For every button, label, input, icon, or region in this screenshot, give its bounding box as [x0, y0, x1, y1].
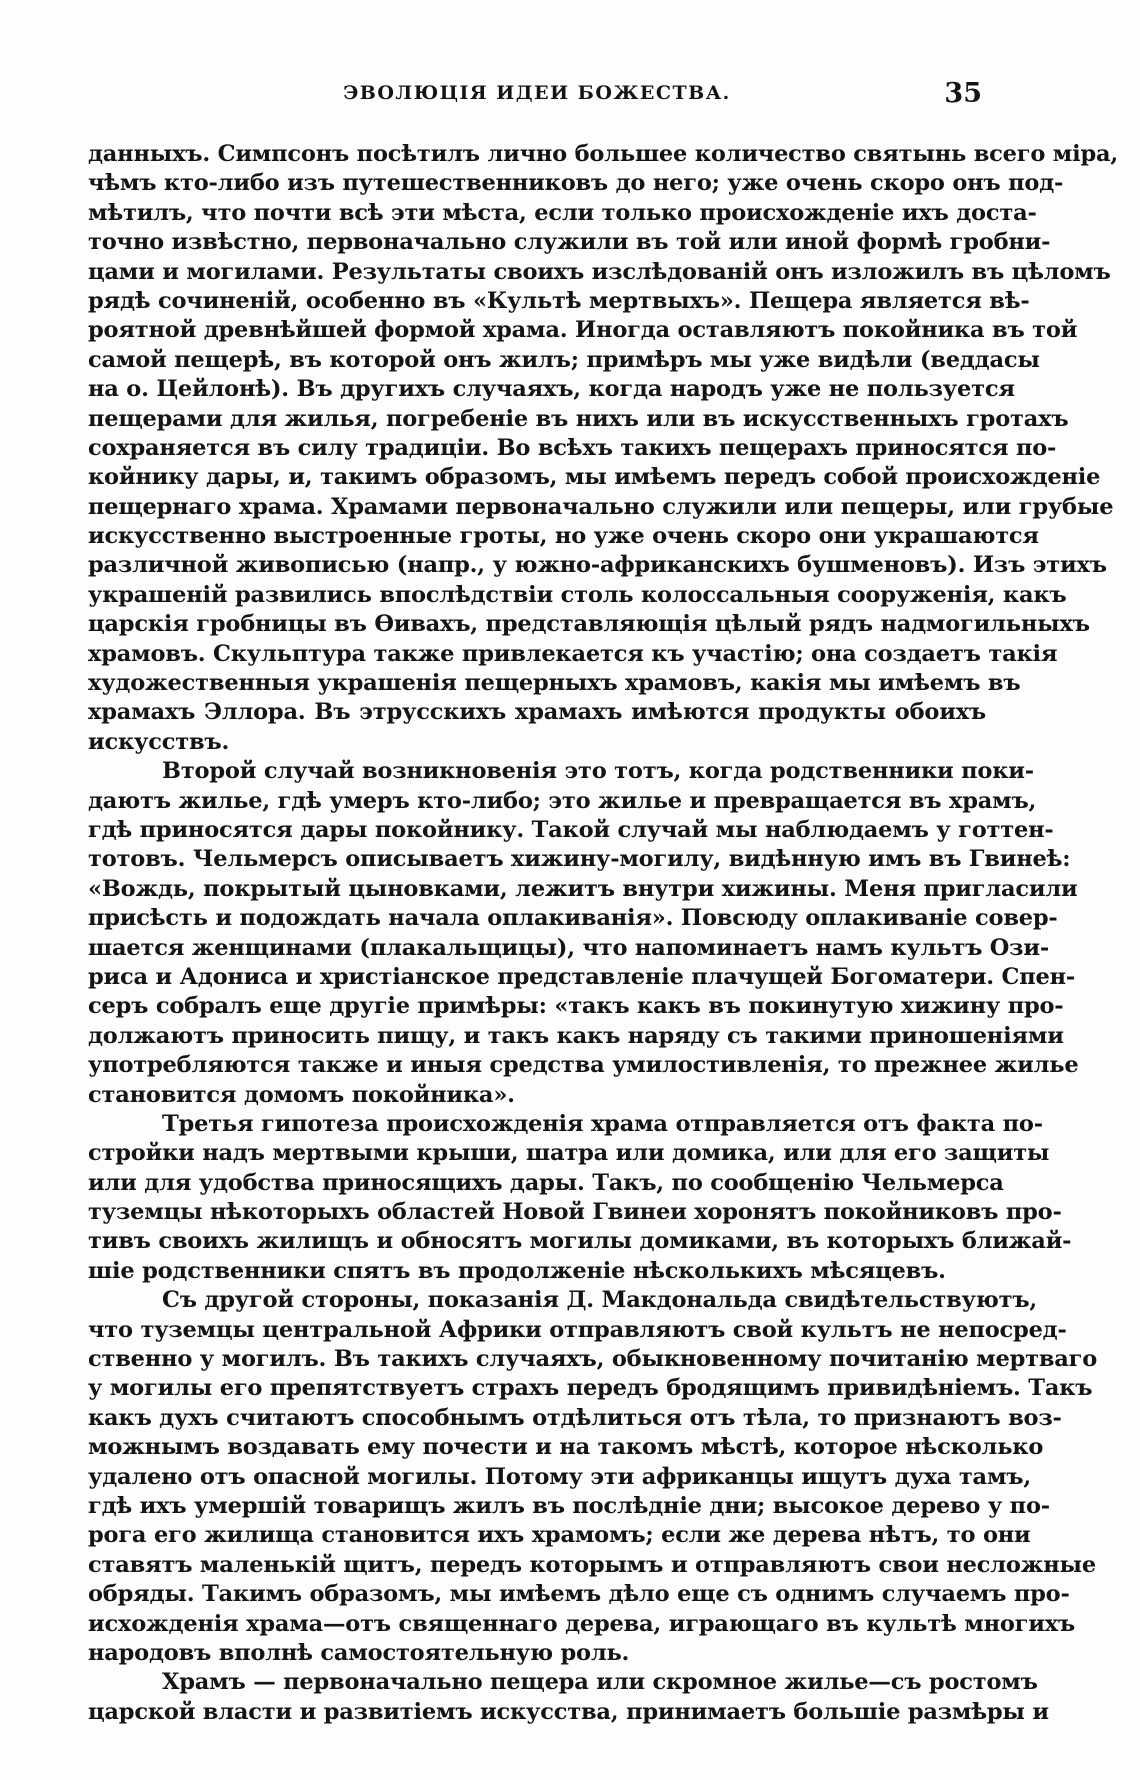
text-line: или для удобства приносящихъ дары. Такъ, по сообщенію Чельмерса	[88, 1169, 1004, 1196]
text-line: художественныя украшенія пещерныхъ храмовъ, какія мы имѣемъ въ	[88, 670, 1021, 697]
text-line: даютъ жилье, гдѣ умеръ кто-либо; это жилье и превращается въ храмъ,	[88, 787, 1037, 814]
text-line: употребляются также и иныя средства умилостивленія, то прежнее жилье	[88, 1052, 1079, 1079]
text-line: народовъ вполнѣ самостоятельную роль.	[88, 1639, 630, 1666]
text-line: шается женщинами (плакальщицы), что напоминаетъ намъ культъ Ози-	[88, 934, 1049, 961]
text-line: серъ собралъ еще другіе примѣры: «такъ какъ въ покинутую хижину про-	[88, 993, 1064, 1020]
text-line: сохраняется въ силу традиціи. Во всѣхъ такихъ пещерахъ приносятся по-	[88, 434, 1057, 461]
text-line: роятной древнѣйшей формой храма. Иногда оставляютъ покойника въ той	[88, 317, 1078, 344]
text-line: «Вождь, покрытый цыновками, лежитъ внутри хижины. Меня пригласили	[88, 875, 1078, 902]
text-line: мѣтилъ, что почти всѣ эти мѣста, если только происхожденіе ихъ доста-	[88, 199, 1037, 226]
text-line: храмовъ. Скульптура также привлекается къ участію; она создаетъ такія	[88, 640, 1058, 667]
body-text	[88, 140, 1119, 1727]
text-line: можнымъ воздавать ему почести и на такомъ мѣстѣ, которое нѣсколько	[88, 1434, 1044, 1461]
text-line: искусственно выстроенные гроты, но уже очень скоро они украшаются	[88, 523, 1039, 550]
text-line: удалено отъ опасной могилы. Потому эти африканцы ищутъ духа тамъ,	[88, 1463, 1031, 1490]
text-line: точно извѣстно, первоначально служили въ той или иной формѣ гробни-	[88, 229, 1051, 256]
text-line: Второй случай возникновенія это тотъ, когда родственники поки-	[162, 758, 1034, 785]
text-line: присѣсть и подождать начала оплакиванія». Повсюду оплакиваніе совер-	[88, 905, 1058, 932]
text-line: становится домомъ покойника».	[88, 1081, 515, 1108]
text-line: различной живописью (напр., у южно-африканскихъ бушменовъ). Изъ этихъ	[88, 552, 1107, 579]
text-line: чѣмъ кто-либо изъ путешественниковъ до него; уже очень скоро онъ под-	[88, 170, 1064, 197]
page-number: 35	[944, 78, 982, 109]
running-head	[88, 78, 986, 109]
text-line: царскія гробницы въ Ѳивахъ, представляющія цѣлый рядъ надмогильныхъ	[88, 611, 1090, 638]
text-line: обряды. Такимъ образомъ, мы имѣемъ дѣло еще съ однимъ случаемъ про-	[88, 1581, 1070, 1608]
text-line: украшеній развились впослѣдствіи столь колоссальныя сооруженія, какъ	[88, 581, 1067, 608]
text-line: риса и Адониса и христіанское представленіе плачущей Богоматери. Спен-	[88, 963, 1076, 990]
text-line: пещернаго храма. Храмами первоначально служили или пещеры, или грубые	[88, 493, 1114, 520]
text-line: рога его жилища становится ихъ храмомъ; если же дерева нѣтъ, то они	[88, 1522, 1031, 1549]
text-line: Съ другой стороны, показанія Д. Макдональда свидѣтельствуютъ,	[162, 1287, 1038, 1314]
text-line: шіе родственники спятъ въ продолженіе нѣсколькихъ мѣсяцевъ.	[88, 1257, 946, 1284]
text-line: рядѣ сочиненій, особенно въ «Культѣ мертвыхъ». Пещера является вѣ-	[88, 287, 1030, 314]
text-line: ственно у могилъ. Въ такихъ случаяхъ, обыкновенному почитанію мертваго	[88, 1346, 1098, 1373]
text-line: цами и могилами. Результаты своихъ изслѣдованій онъ изложилъ въ цѣломъ	[88, 258, 1111, 285]
text-line: гдѣ ихъ умершій товарищъ жилъ въ послѣдніе дни; высокое дерево у по-	[88, 1492, 1050, 1519]
running-title: ЭВОЛЮЦІЯ ИДЕИ БОЖЕСТВА.	[343, 82, 731, 104]
text-line: стройки надъ мертвыми крыши, шатра или домика, или для его защиты	[88, 1140, 1050, 1167]
text-line: что туземцы центральной Африки отправляютъ свой культъ не непосред-	[88, 1316, 1067, 1343]
text-line: на о. Цейлонѣ). Въ другихъ случаяхъ, когда народъ уже не пользуется	[88, 376, 1015, 403]
text-line: тотовъ. Чельмерсъ описываетъ хижину-могилу, видѣнную имъ въ Гвинеѣ:	[88, 846, 1071, 873]
text-line: данныхъ. Симпсонъ посѣтилъ лично большее количество святынь всего міра,	[88, 141, 1119, 167]
text-line: исхожденія храма—отъ священнаго дерева, играющаго въ культѣ многихъ	[88, 1610, 1075, 1637]
text-line: тивъ своихъ жилищъ и обносятъ могилы домиками, въ которыхъ ближай-	[88, 1228, 1072, 1255]
text-line: туземцы нѣкоторыхъ областей Новой Гвинеи хоронятъ покойниковъ про-	[88, 1199, 1062, 1226]
text-line: ставятъ маленькій щитъ, передъ которымъ и отправляютъ свои несложные	[88, 1551, 1096, 1578]
text-line: царской власти и развитіемъ искусства, принимаетъ большіе размѣры и	[88, 1698, 1049, 1725]
text-line: у могилы его препятствуетъ страхъ передъ бродящимъ привидѣніемъ. Такъ	[88, 1375, 1093, 1402]
text-line: самой пещерѣ, въ которой онъ жилъ; примѣръ мы уже видѣли (веддасы	[88, 346, 1040, 373]
text-line: храмахъ Эллора. Въ этрусскихъ храмахъ имѣются продукты обоихъ	[88, 699, 986, 726]
text-line: какъ духъ считаютъ способнымъ отдѣлиться отъ тѣла, то признаютъ воз-	[88, 1404, 1062, 1431]
text-line: гдѣ приносятся дары покойнику. Такой случай мы наблюдаемъ у готтен-	[88, 816, 1054, 843]
text-line: должаютъ приносить пищу, и такъ какъ наряду съ такими приношеніями	[88, 1022, 1064, 1049]
text-line: Храмъ — первоначально пещера или скромное жилье—съ ростомъ	[162, 1669, 1038, 1696]
text-line: пещерами для жилья, погребеніе въ нихъ или въ искусственныхъ гротахъ	[88, 405, 1069, 432]
text-line: койнику дары, и, такимъ образомъ, мы имѣемъ передъ собой происхожденіе	[88, 464, 1101, 491]
text-line: Третья гипотеза происхожденія храма отправляется отъ факта по-	[162, 1110, 1043, 1137]
text-line: искусствъ.	[88, 728, 230, 755]
